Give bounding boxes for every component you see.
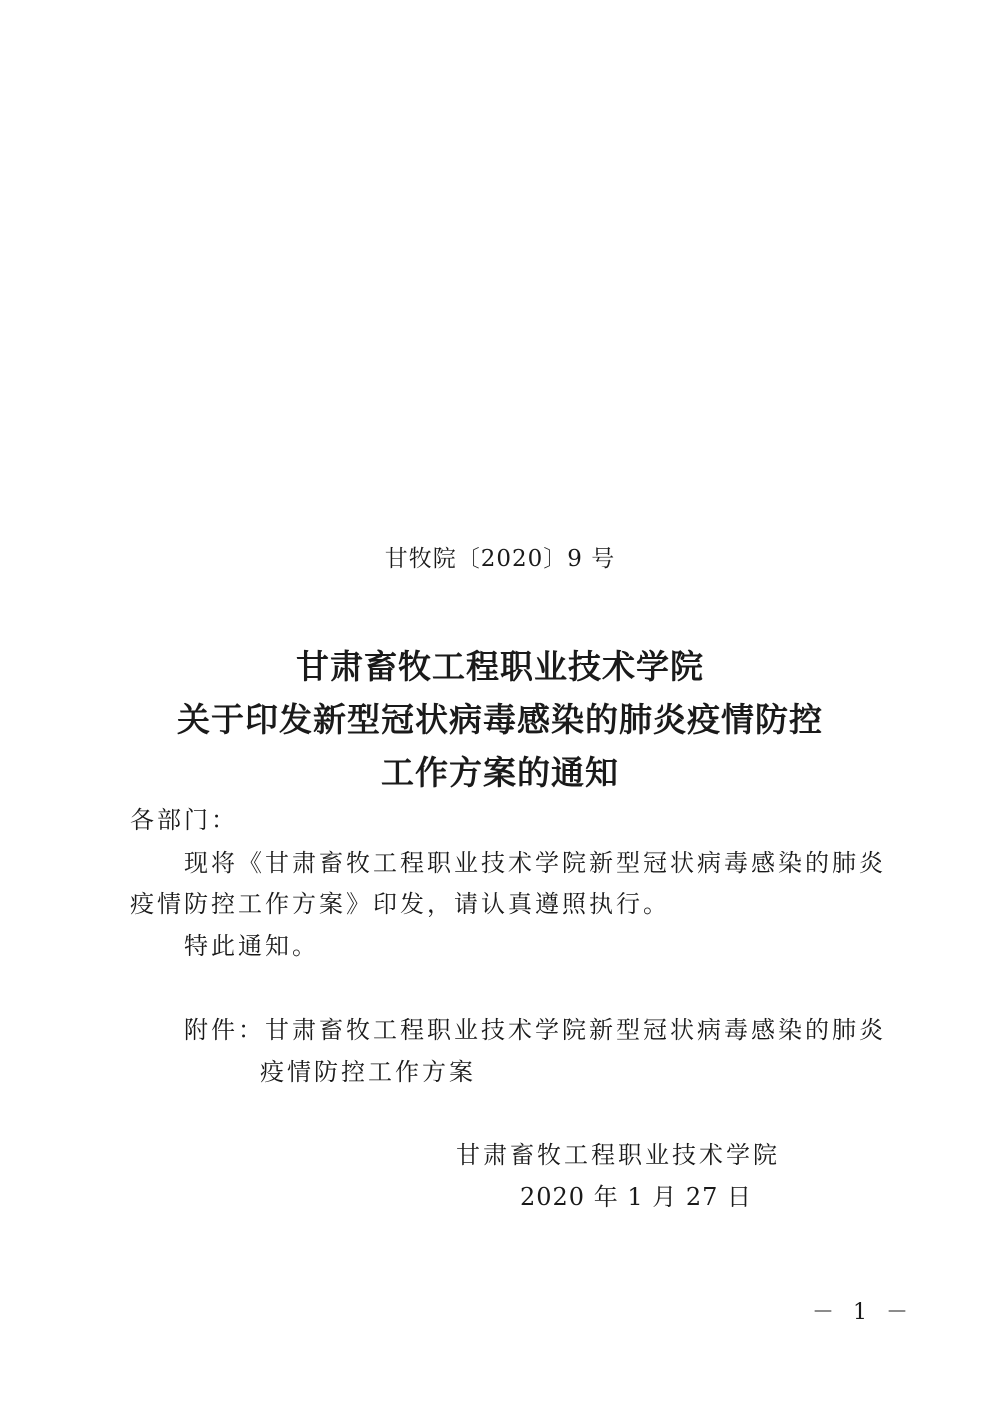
title-line-2: 关于印发新型冠状病毒感染的肺炎疫情防控 [177,700,823,739]
body-paragraph-line-1: 现将《甘肃畜牧工程职业技术学院新型冠状病毒感染的肺炎 [184,849,886,877]
attachment-line-1: 附件：甘肃畜牧工程职业技术学院新型冠状病毒感染的肺炎 [184,1016,886,1044]
page-number: － 1 － [812,1300,914,1325]
document-title [0,640,1000,799]
signature-organization: 甘肃畜牧工程职业技术学院 [456,1141,780,1169]
title-line-3: 工作方案的通知 [381,753,619,792]
title-line-1: 甘肃畜牧工程职业技术学院 [296,647,704,686]
attachment-line-2: 疫情防控工作方案 [260,1058,476,1086]
body-paragraph-line-2: 疫情防控工作方案》印发，请认真遵照执行。 [130,890,670,918]
closing-remark: 特此通知。 [184,932,319,960]
signature-date: 2020 年 1 月 27 日 [520,1183,753,1211]
salutation: 各部门： [130,806,238,834]
document-number: 甘牧院〔2020〕9 号 [384,546,616,572]
